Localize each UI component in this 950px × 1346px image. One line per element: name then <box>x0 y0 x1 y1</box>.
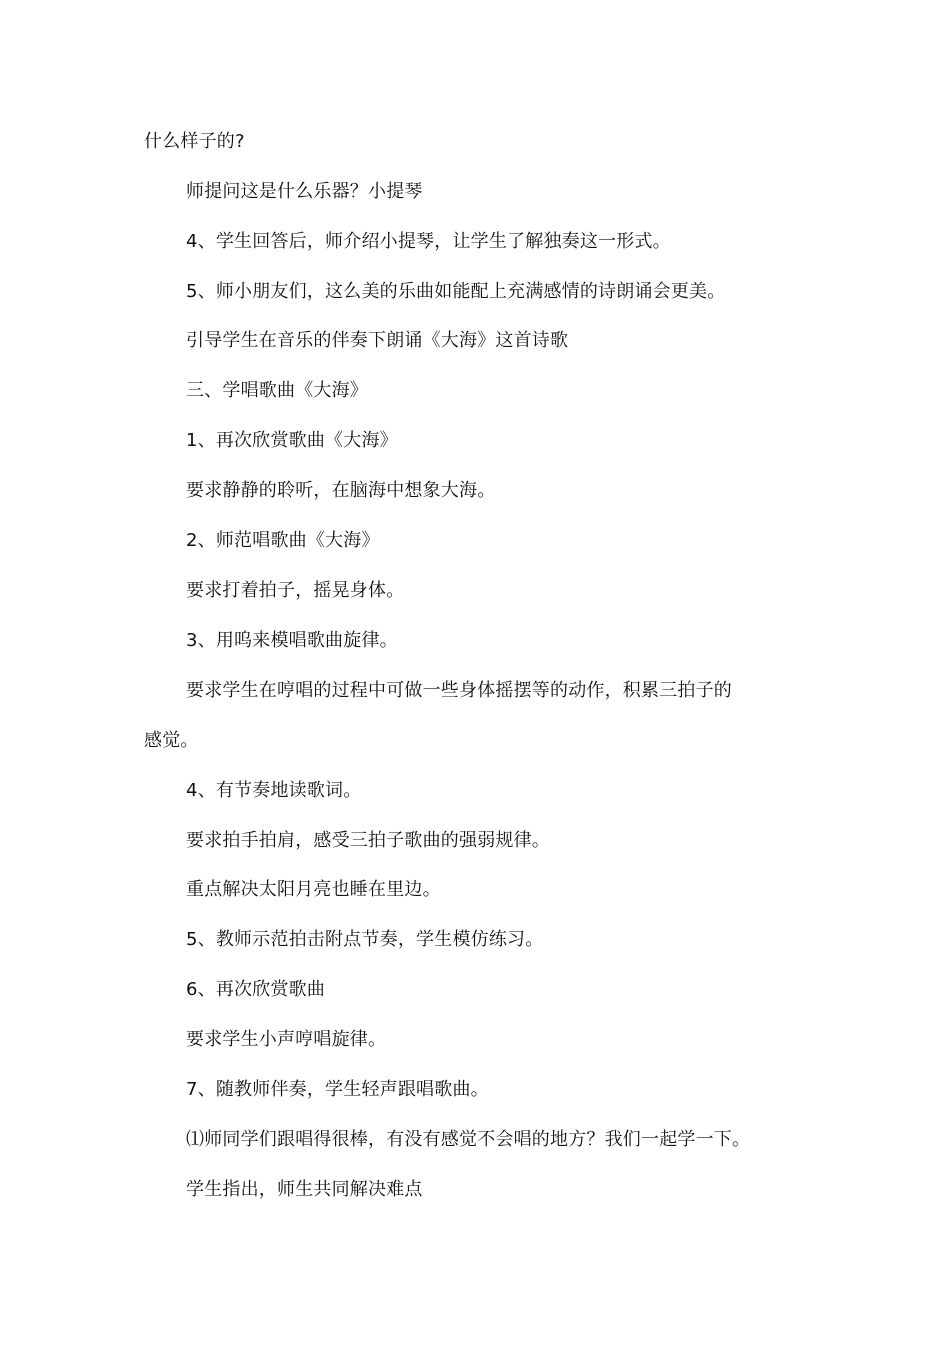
text-line-22: 学生指出，师生共同解决难点 <box>186 1179 423 1200</box>
text-line-16: 重点解决太阳月亮也睡在里边。 <box>186 879 441 900</box>
text-line-12: 要求学生在哼唱的过程中可做一些身体摇摆等的动作，积累三拍子的 <box>186 680 732 701</box>
text-line-18: 6、再次欣赏歌曲 <box>186 979 326 1000</box>
text-line-2: 师提问这是什么乐器？小提琴 <box>186 181 423 202</box>
text-line-5: 引导学生在音乐的伴奏下朗诵《大海》这首诗歌 <box>186 330 569 351</box>
text-line-20: 7、随教师伴奏，学生轻声跟唱歌曲。 <box>186 1079 489 1100</box>
text-line-8: 要求静静的聆听，在脑海中想象大海。 <box>186 480 496 501</box>
text-line-14: 4、有节奏地读歌词。 <box>186 780 362 801</box>
text-line-17: 5、教师示范拍击附点节奏，学生模仿练习。 <box>186 929 544 950</box>
text-line-3: 4、学生回答后，师介绍小提琴，让学生了解独奏这一形式。 <box>186 231 671 252</box>
text-line-13: 感觉。 <box>144 730 199 751</box>
text-line-7: 1、再次欣赏歌曲《大海》 <box>186 430 398 451</box>
section-heading: 三、学唱歌曲《大海》 <box>186 380 368 401</box>
text-line-21: ⑴师同学们跟唱得很棒，有没有感觉不会唱的地方？我们一起学一下。 <box>186 1129 751 1150</box>
text-line-15: 要求拍手拍肩，感受三拍子歌曲的强弱规律。 <box>186 830 550 851</box>
text-line-19: 要求学生小声哼唱旋律。 <box>186 1029 387 1050</box>
text-line-9: 2、师范唱歌曲《大海》 <box>186 530 380 551</box>
text-line-11: 3、用呜来模唱歌曲旋律。 <box>186 630 398 651</box>
text-line-1: 什么样子的? <box>144 131 245 152</box>
text-line-10: 要求打着拍子，摇晃身体。 <box>186 580 405 601</box>
text-line-4: 5、师小朋友们，这么美的乐曲如能配上充满感情的诗朗诵会更美。 <box>186 281 726 302</box>
